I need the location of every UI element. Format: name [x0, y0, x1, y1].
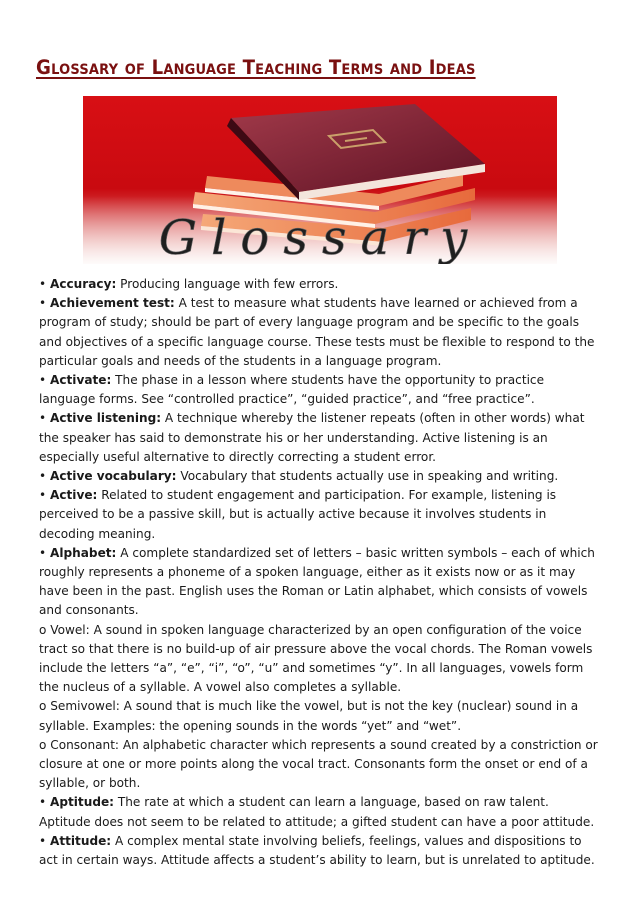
bullet-icon: • [39, 277, 50, 291]
glossary-definition: A complex mental state involving beliefs, feelings, values and dispositions to act in certain ways. Attitude affects a student’s ability to learn, but is unrelated to aptitude. [39, 833, 595, 868]
glossary-term: Activate: [49, 373, 112, 388]
bullet-icon: • [39, 488, 50, 503]
glossary-definition: Related to student engagement and participation. For example, listening is perceived to be a passive skill, but is actually active because it involves students in decoding meaning. [39, 488, 557, 541]
glossary-definition: A test to measure what students have learned or achieved from a program of study; should be part of every language program and be specific to the goals and objectives of a specific language course. These tests must be flexible to respond to the particular goals and needs of the students in a language program. [39, 296, 595, 368]
bullet-icon: • [39, 296, 50, 311]
glossary-definition: A technique whereby the listener repeats (often in other words) what the speaker has said to demonstrate his or her understanding. Active listening is an especially useful alternative to directly correcting a student error. [39, 411, 585, 464]
glossary-entry [39, 275, 599, 294]
glossary-entry [39, 294, 599, 371]
glossary-term: Accuracy: [49, 277, 117, 291]
glossary-entry [39, 832, 599, 870]
page-title: Glossary of Language Teaching Terms and Ideas [36, 56, 476, 79]
glossary-entry [39, 409, 599, 467]
bullet-icon: • [39, 795, 50, 810]
glossary-definition: Producing language with few errors. [116, 277, 339, 291]
glossary-sub-entry [39, 697, 599, 735]
glossary-entry [39, 486, 599, 544]
glossary-term: Alphabet: [49, 545, 117, 560]
glossary-term: Active vocabulary: [49, 469, 177, 484]
glossary-entry [39, 467, 599, 486]
glossary-definition: The rate at which a student can learn a language, based on raw talent. Aptitude does not seem to be related to attitude; a gifted student can have a poor attitude. [39, 795, 595, 829]
glossary-definition: o Semivowel: A sound that is much like the vowel, but is not the key (nuclear) sound in a syllable. Examples: the opening sounds in the words “yet” and “wet”. [39, 699, 579, 733]
bullet-icon: • [39, 373, 50, 388]
glossary-term: Active: [49, 488, 98, 503]
glossary-term: Active listening: [49, 411, 162, 426]
bullet-icon: • [39, 833, 50, 848]
glossary-definition: The phase in a lesson where students have the opportunity to practice language forms. See “controlled practice”, “guided practice”, and “free practice”. [39, 373, 545, 407]
glossary-entry [39, 544, 599, 621]
glossary-sub-entry [39, 621, 599, 698]
glossary-content [39, 275, 599, 870]
glossary-sub-entry [39, 736, 599, 794]
bullet-icon: • [39, 545, 50, 560]
glossary-term: Achievement test: [49, 296, 175, 311]
glossary-definition: Vocabulary that students actually use in speaking and writing. [176, 469, 559, 484]
glossary-banner-image [83, 96, 557, 264]
glossary-term: Aptitude: [49, 795, 115, 810]
glossary-entry [39, 793, 599, 831]
banner-word: Glossary [158, 210, 482, 264]
glossary-definition: o Vowel: A sound in spoken language characterized by an open configuration of the voice tract so that there is no build-up of air pressure above the vocal chords. The Roman vowels include the letters “a”, “e”, “i”, “o”, “u” and sometimes “y”. In all languages, vowels form the nucleus of a syllable. A vowel also completes a syllable. [39, 622, 593, 695]
glossary-definition: A complete standardized set of letters – basic written symbols – each of which roughly represents a phoneme of a spoken language, either as it exists now or as it may have been in the past. English uses the Roman or Latin alphabet, which consists of vowels and consonants. [39, 545, 595, 618]
glossary-entry [39, 371, 599, 409]
bullet-icon: • [39, 411, 50, 426]
bullet-icon: • [39, 469, 50, 484]
glossary-definition: o Consonant: An alphabetic character which represents a sound created by a constriction or closure at one or more points along the vocal tract. Consonants form the onset or end of a syllable, or both. [39, 737, 598, 791]
glossary-term: Attitude: [49, 833, 112, 848]
